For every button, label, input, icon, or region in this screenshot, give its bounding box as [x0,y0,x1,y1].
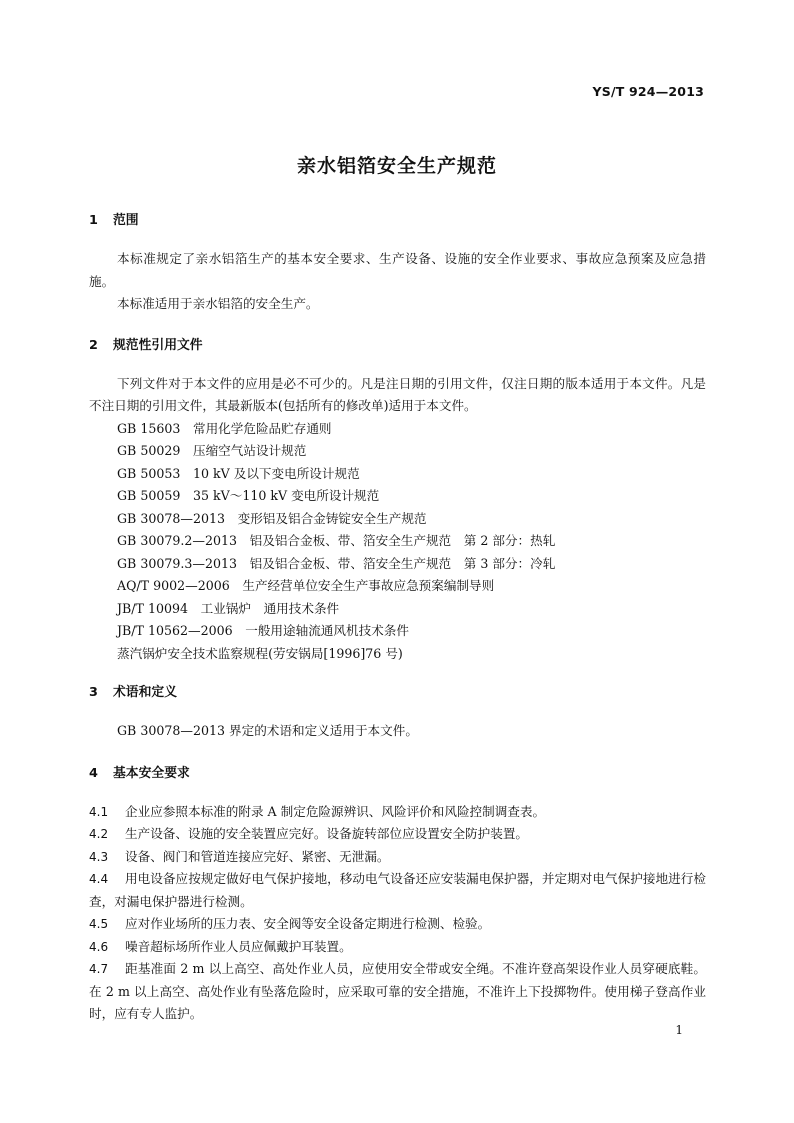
page-number: 1 [675,1023,683,1037]
clause-number: 4.5 [89,917,109,931]
section-heading [89,682,706,704]
reference-item: GB 30079.2—2013 铝及铝合金板、带、箔安全生产规范 第 2 部分：热轧 [117,533,556,548]
reference-item: GB 30079.3—2013 铝及铝合金板、带、箔安全生产规范 第 3 部分：冷轧 [117,555,556,571]
clause-text: 距基准面 2 m 以上高空、高处作业人员，应使用安全带或安全绳。不准许登高架设作业人员穿硬底鞋。在 2 m 以上高空、高处作业有坠落危险时，应采取可靠的安全措施，不准许上下投掷物件。使用梯子登高作业时，应有专人监护。 [89,961,706,1021]
clause-text: 噪音超标场所作业人员应佩戴护耳装置。 [125,938,352,954]
section-heading [89,335,706,357]
reference-item: GB 50053 10 kV 及以下变电所设计规范 [117,465,360,481]
reference-item: JB/T 10562—2006 一般用途轴流通风机技术条件 [117,623,409,638]
section-title: 术语和定义 [113,685,177,700]
reference-item: JB/T 10094 工业锅炉 通用技术条件 [117,600,340,616]
section-heading [89,763,706,785]
section-number: 4 [89,765,98,781]
clause-4-1 [89,801,706,824]
section-number: 2 [89,337,98,353]
clause-4-4 [89,868,706,913]
clause-number: 4.6 [89,939,109,954]
standard-code: YS/T 924—2013 [592,84,704,99]
clause-text: 生产设备、设施的安全装置应完好。设备旋转部位应设置安全防护装置。 [125,826,528,841]
clause-text: 设备、阀门和管道连接应完好、紧密、无泄漏。 [125,848,390,864]
reference-item: AQ/T 9002—2006 生产经营单位安全生产事故应急预案编制导则 [117,578,495,593]
paragraph: 本标准适用于亲水铝箔的安全生产。 [117,296,319,311]
clause-4-6 [89,936,706,959]
section-heading [89,210,706,232]
clause-number: 4.3 [89,849,109,864]
reference-item: GB 50059 35 kV～110 kV 变电所设计规范 [117,488,380,503]
clause-4-7 [89,958,706,1026]
reference-item: 蒸汽锅炉安全技术监察规程(劳安锅局[1996]76 号) [117,645,403,661]
section-number: 3 [89,685,98,700]
clause-text: 用电设备应按规定做好电气保护接地，移动电气设备还应安装漏电保护器，并定期对电气保护接地进行检查，对漏电保护器进行检测。 [89,871,706,909]
clause-number: 4.4 [89,872,109,886]
section-title: 基本安全要求 [113,765,190,781]
paragraph: 下列文件对于本文件的应用是必不可少的。凡是注日期的引用文件，仅注日期的版本适用于本文件。凡是不注日期的引用文件，其最新版本(包括所有的修改单)适用于本文件。 [89,375,706,413]
section-title: 规范性引用文件 [113,337,203,353]
section-basic-safety [89,763,706,1026]
section-scope [89,210,706,316]
document-body [89,210,706,1026]
section-number: 1 [89,213,98,228]
reference-item: GB 15603 常用化学危险品贮存通则 [117,420,332,436]
section-terms-definitions [89,682,706,743]
clause-4-3 [89,846,706,869]
paragraph: 本标准规定了亲水铝箔生产的基本安全要求、生产设备、设施的安全作业要求、事故应急预案及应急措施。 [89,251,706,289]
clause-text: 企业应参照本标准的附录 A 制定危险源辨识、风险评价和风险控制调查表。 [125,803,546,819]
clause-number: 4.2 [89,827,109,841]
paragraph: GB 30078—2013 界定的术语和定义适用于本文件。 [117,723,418,738]
clause-4-2 [89,823,706,846]
reference-item: GB 30078—2013 变形铝及铝合金铸锭安全生产规范 [117,510,427,526]
document-title: 亲水铝箔安全生产规范 [296,155,497,177]
clause-text: 应对作业场所的压力表、安全阀等安全设备定期进行检测、检验。 [125,916,491,931]
clause-number: 4.1 [89,804,109,819]
clause-4-5 [89,913,706,936]
clause-number: 4.7 [89,962,109,976]
section-normative-references [89,335,706,666]
reference-item: GB 50029 压缩空气站设计规范 [117,443,307,458]
section-title: 范围 [113,213,139,228]
